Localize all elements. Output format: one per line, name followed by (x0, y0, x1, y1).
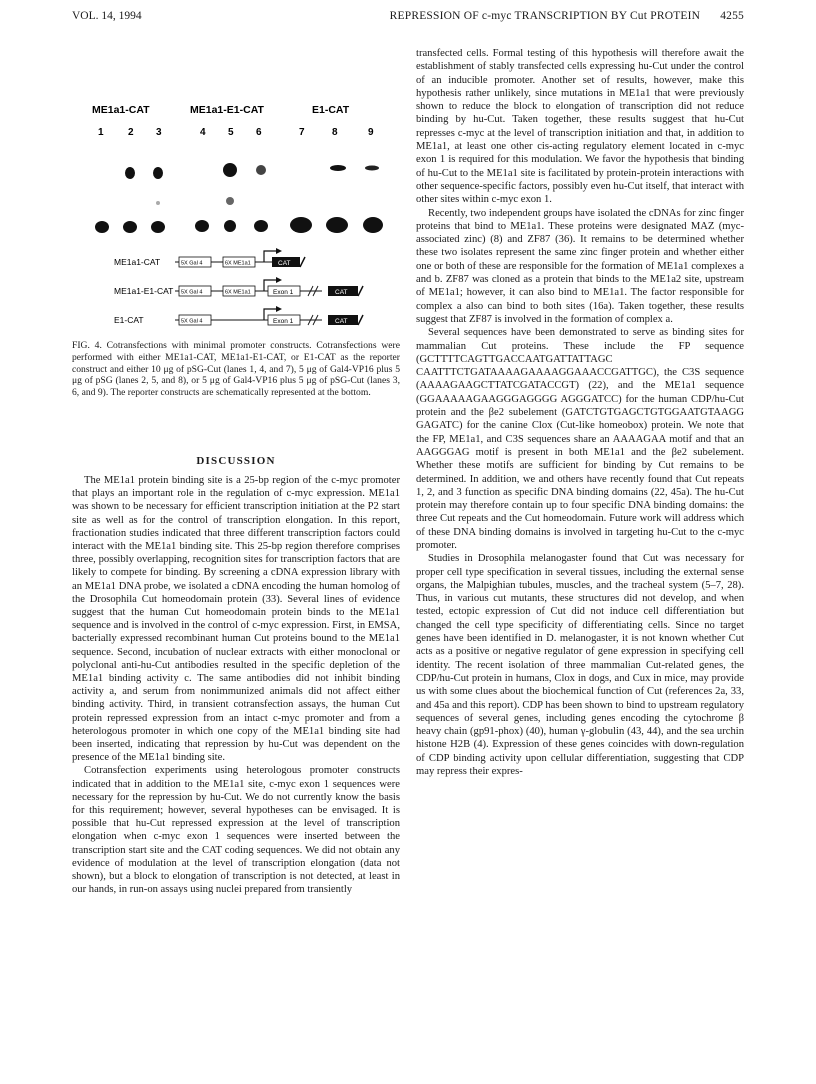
lane-1: 1 (98, 127, 104, 138)
figure-4 (72, 95, 412, 335)
construct-label-me1a1-cat: ME1a1-CAT (114, 257, 161, 267)
spot-mid (226, 197, 234, 205)
spot-lower (123, 221, 137, 233)
box-5x-gal4: 5X Gal 4 (181, 260, 203, 267)
running-header (72, 10, 744, 26)
group-label-me1a1-e1-cat: ME1a1-E1-CAT (190, 104, 264, 116)
lane-8: 8 (332, 127, 338, 138)
spot-lower (224, 220, 236, 232)
lane-3: 3 (156, 127, 162, 138)
paragraph: transfected cells. Formal testing of this hypothesis will therefore await the establishment of stably transfected cells expressing hu-Cut under the control of an inducible promoter. Another set of results, however, make this hypothesis rather unlikely, since mutations in ME1a1 that were previously shown to reduce the block to elongation of transcription did not reduce binding by hu-Cut. Taken together, these results suggest that hu-Cut represses c-myc at the level of transcription initiation and that, in addition to ME1a1, at least one other cis-acting regulatory element located in c-myc exon 1 is required for this modulation. We favor the hypothesis that binding of hu-Cut to the ME1a1 site is facilitated by protein-protein interactions with other sequence-specific factors, possibly even hu-Cut itself, that interact with other sites within c-myc exon 1. (416, 48, 744, 206)
spot-lower (363, 217, 383, 233)
group-label-me1a1-cat: ME1a1-CAT (92, 104, 150, 116)
spot-lower (95, 221, 109, 233)
spot-upper (153, 167, 163, 179)
construct-label-e1-cat: E1-CAT (114, 315, 144, 325)
running-title: REPRESSION OF c-myc TRANSCRIPTION BY Cut PROTEIN (389, 10, 701, 22)
box-5x-gal4: 5X Gal 4 (181, 318, 203, 325)
spot-upper (223, 163, 237, 177)
box-6x-me1a1: 6X ME1a1 (225, 260, 251, 267)
box-cat: CAT (335, 289, 348, 296)
paragraph: Recently, two independent groups have isolated the cDNAs for zinc finger proteins that bind to ME1a1. These proteins were designated MAZ (myc-associated zinc) (8) and ZF87 (36). It remains to be determined whether these two isolates represent the same zinc finger protein and whether either one or both of these are responsible for the formation of ME1a1 complexes a and b. ZF87 was cloned as a protein that binds to the ME1a2 site, upstream of ME1a1; however, it can also bind to ME1a1. The factor responsible for complex a also can bind to both sites (16a). Taken together, these results suggest that ZF87 is involved in the formation of complex a. (416, 207, 744, 325)
box-5x-gal4: 5X Gal 4 (181, 289, 203, 296)
spot-lower (195, 220, 209, 232)
box-exon1: Exon 1 (273, 289, 294, 296)
spot-upper (125, 167, 135, 179)
lane-4: 4 (200, 127, 206, 138)
lane-7: 7 (299, 127, 305, 138)
spot-upper (330, 165, 346, 171)
spot-lower (151, 221, 165, 233)
group-label-e1-cat: E1-CAT (312, 104, 350, 116)
spot-upper (365, 166, 379, 171)
lane-5: 5 (228, 127, 234, 138)
box-6x-me1a1: 6X ME1a1 (225, 289, 251, 296)
lane-6: 6 (256, 127, 262, 138)
spot-faint (156, 201, 160, 205)
volume-label: VOL. 14, 1994 (72, 10, 142, 22)
spot-lower (290, 217, 312, 233)
page-number: 4255 (720, 10, 744, 22)
spot-lower (254, 220, 268, 232)
spot-upper (256, 165, 266, 175)
lane-9: 9 (368, 127, 374, 138)
discussion-heading: DISCUSSION (196, 455, 276, 467)
box-cat: CAT (335, 318, 348, 325)
right-column (416, 47, 744, 778)
paragraph: The ME1a1 protein binding site is a 25-bp region of the c-myc promoter that plays an important role in the regulation of c-myc expression. ME1a1 was shown to be necessary for efficient transcription initiation at the P2 start site as well as for the control of transcription elongation. In this report, fractionation studies indicated that three different transcription factors could interact with the ME1a1 binding site. This 25-bp region therefore comprises three, possibly overlapping, recognition sites for transcription factors that are likely to compete for binding. By screening a cDNA expression library with an ME1a1 DNA probe, we isolated a cDNA encoding the human homolog of the Drosophila Cut homeodomain protein (33). Several lines of evidence suggest that the human Cut homeodomain protein binds to the ME1a1 sequence and is involved in the control of c-myc expression. First, in EMSA, bacterially expressed recombinant human Cut proteins bound to the ME1a1 sequence. Second, incubation of nuclear extracts with either monoclonal or polyclonal anti-hu-Cut antibodies resulted in the specific depletion of the ME1a1 binding activity c. The same antibodies did not inhibit binding activity a, and serum from nonimmunized animals did not affect either binding activity. Third, in transient cotransfection assays, the human Cut protein repressed expression from an intact c-myc promoter and from a heterologous promoter in which one copy of the ME1a1 binding site had been inserted, indicating that repression by hu-Cut was dependent on the presence of the ME1a1 binding site. (72, 475, 400, 764)
box-exon1: Exon 1 (273, 318, 294, 325)
figure-caption: FIG. 4. Cotransfections with minimal promoter constructs. Cotransfections were performed with either ME1a1-CAT, ME1a1-E1-CAT, or E1-CAT as the reporter construct and either 10 μg of pSG-Cut (lanes 1, 4, and 7), 5 μg of Gal4-VP16 plus 5 μg of pSG (lanes 2, 5, and 8), or 5 μg of Gal4-VP16 plus 5 μg of pSG-Cut (lanes 3, 6, and 9). The reporter constructs are schematically represented at the bottom. (72, 340, 400, 399)
paragraph: Cotransfection experiments using heterologous promoter constructs indicated that in addition to the ME1a1 site, c-myc exon 1 sequences were necessary for the repression by hu-Cut. We do not currently know the basis for this requirement; however, several hypotheses can be envisaged. It is possible that hu-Cut repressed expression at the level of transcription elongation when c-myc exon 1 sequences were inserted between the transcription start site and the CAT coding sequences. We did not obtain any evidence of modulation at the level of transcription elongation (data not shown), but a block to elongation of transcription is not detected, at least in our hands, in run-on assays using nuclei prepared from transiently (72, 765, 400, 896)
paragraph: Several sequences have been demonstrated to serve as binding sites for mammalian Cut proteins. These include the FP sequence (GCTTTTCAGTTGACCAATGATTATTAGC CAATTTCTGATAAAAGAAAAGGAAACCGATTGC), the C3S sequence (AAAAGAAGCTTATCGATACCGT) (22), and the ME1a1 sequence (GGAAAAAGAAGGGAGGGG AGGGATCC) for the human CDP/hu-Cut protein and the βe2 subelement (GATCTGTGAGCTGTGGAATGTAAGG GAGATC) for the canine Clox (Cut-like homeobox) protein. We note that the FP, ME1a1, and C3S sequences share an AAAAGAA motif and that an AAGGGAG motif is present in both ME1a1 and the βe2 subelement. Whether these motifs are sufficient for binding by Cut remains to be determined. In addition, we and others have recently found that Cut repeats 1, 2, and 3 function as specific DNA binding domains (22, 45a). The hu-Cut protein may therefore contain up to four specific DNA binding domains: the three Cut repeats and the Cut homeodomain. Future work will address which of these DNA binding domains is involved in targeting hu-Cut to the c-myc promoter. (416, 327, 744, 551)
paragraph: Studies in Drosophila melanogaster found that Cut was necessary for proper cell type specification in several tissues, including the external sense organs, the Malpighian tubules, muscles, and the tracheal system (5–7, 28). Thus, in various cut mutants, these structures did not develop, and when tested, ectopic expression of Cut did not induce cell differentiation but changed the cell type specificity of differentiating cells. Since no target genes have been identified in D. melanogaster, it is not known whether Cut acts as a positive or negative regulator of gene expression in specifying cell identity. The recent isolation of three mammalian Cut-related genes, the CDP/hu-Cut protein in humans, Clox in dogs, and Cux in mice, may provide us with some clues about the biochemical function of Cut (references 2a, 33, and 45a and this report). CDP has been shown to bind to upstream regulatory sequences of several genes, including genes encoding the cytochrome β heavy chain (gp91-phox) (40), human γ-globulin (43, 44), and the sea urchin histone H2B (4). Expression of these genes coincides with down-regulation of CDP binding activity upon cellular differentiation, suggesting that CDP may repress their expres- (416, 553, 744, 778)
construct-label-me1a1-e1-cat: ME1a1-E1-CAT (114, 286, 174, 296)
left-column (72, 474, 400, 897)
lane-2: 2 (128, 127, 134, 138)
box-cat: CAT (278, 260, 291, 267)
spot-lower (326, 217, 348, 233)
